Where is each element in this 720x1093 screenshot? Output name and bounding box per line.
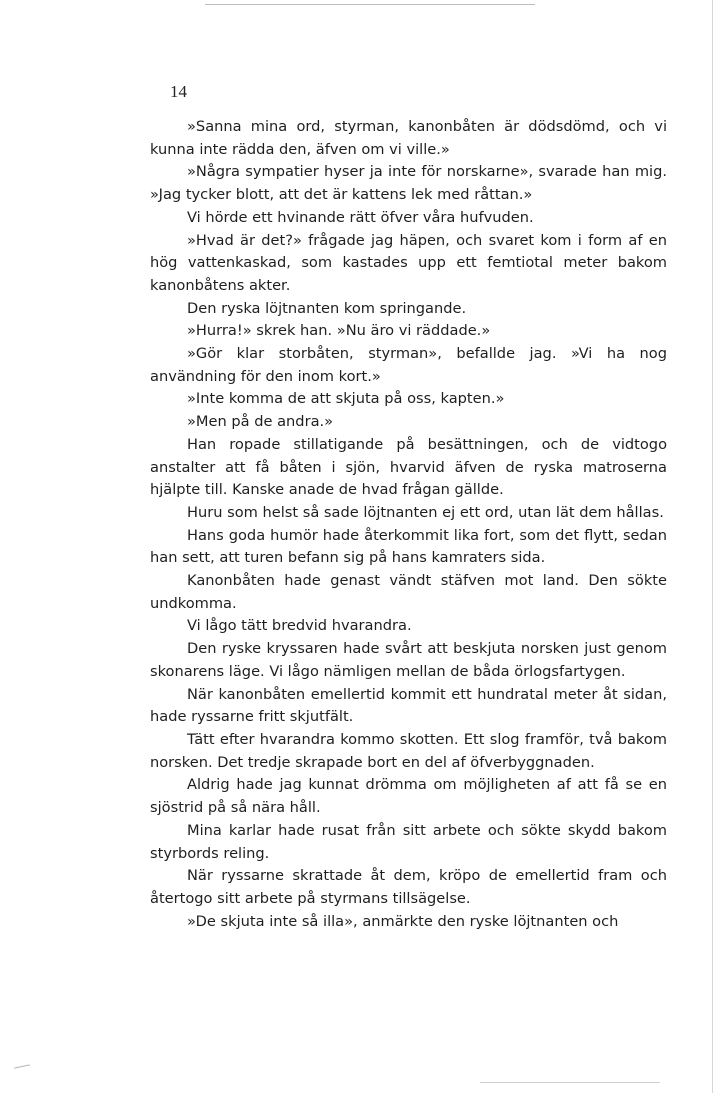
paragraph: Tätt efter hvarandra kommo skotten. Ett slog framför, två bakom norsken. Det tredje skrapade bort en del af öfverbyggnaden. bbox=[150, 730, 667, 771]
paragraph: Den ryska löjtnanten kom springande. bbox=[187, 299, 467, 317]
paragraph: »Inte komma de att skjuta på oss, kapten.» bbox=[187, 390, 505, 408]
right-scan-edge bbox=[712, 0, 713, 1093]
paragraph: »Men på de andra.» bbox=[187, 413, 334, 431]
paragraph: Han ropade stillatigande på besättningen, och de vidtogo anstalter att få båten i sjön, hvarvid äfven de ryska matroserna hjälpte till. Kanske anade de hvad frågan gällde. bbox=[150, 435, 667, 499]
paragraph: »Gör klar storbåten, styrman», befallde jag. »Vi ha nog användning för den inom kort.» bbox=[150, 345, 667, 385]
corner-scan-mark bbox=[14, 1064, 30, 1068]
paragraph: Vi hörde ett hvinande rätt öfver våra hufvuden. bbox=[187, 208, 534, 226]
paragraph: Vi lågo tätt bredvid hvarandra. bbox=[187, 617, 412, 635]
paragraph: Kanonbåten hade genast vändt stäfven mot land. Den sökte undkomma. bbox=[150, 572, 667, 612]
paragraph: »Hvad är det?» frågade jag häpen, och svaret kom i form af en hög vattenkaskad, som kastades upp ett femtiotal meter bakom kanonbåtens akter. bbox=[150, 231, 667, 294]
paragraph: Huru som helst så sade löjtnanten ej ett ord, utan lät dem hållas. bbox=[187, 503, 664, 521]
page-number: 14 bbox=[170, 82, 187, 101]
paragraph: Mina karlar hade rusat från sitt arbete och sökte skydd bakom styrbords reling. bbox=[150, 821, 667, 862]
paragraph: »Några sympatier hyser ja inte för norskarne», svarade han mig. »Jag tycker blott, att det är kattens lek med råttan.» bbox=[150, 163, 667, 204]
paragraph: Hans goda humör hade återkommit lika fort, som det flytt, sedan han sett, att turen befann sig på hans kamraters sida. bbox=[150, 526, 667, 567]
body-text bbox=[150, 116, 667, 933]
paragraph: »Hurra!» skrek han. »Nu äro vi räddade.» bbox=[187, 322, 491, 340]
paragraph: Aldrig hade jag kunnat drömma om möjligheten af att få se en sjöstrid på så nära håll. bbox=[150, 776, 667, 817]
paragraph: När ryssarne skrattade åt dem, kröpo de emellertid fram och återtogo sitt arbete på styrmans tillsägelse. bbox=[150, 867, 667, 907]
paragraph: Den ryske kryssaren hade svårt att beskjuta norsken just genom skonarens läge. Vi lågo nämligen mellan de båda örlogsfartygen. bbox=[150, 640, 667, 680]
bottom-scan-edge bbox=[480, 1082, 660, 1083]
paragraph: När kanonbåten emellertid kommit ett hundratal meter åt sidan, hade ryssarne fritt skjutfält. bbox=[150, 685, 667, 726]
paragraph: »Sanna mina ord, styrman, kanonbåten är dödsdömd, och vi kunna inte rädda den, äfven om vi ville.» bbox=[150, 118, 667, 158]
top-scan-edge bbox=[205, 4, 535, 5]
paragraph: »De skjuta inte så illa», anmärkte den ryske löjtnanten och bbox=[187, 912, 619, 930]
